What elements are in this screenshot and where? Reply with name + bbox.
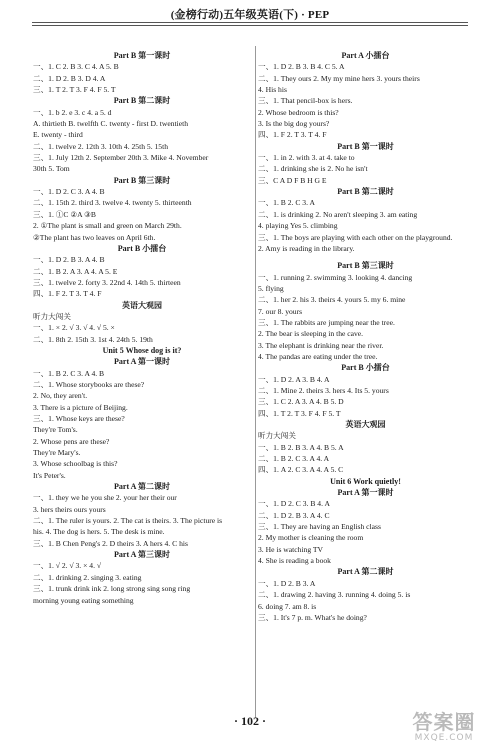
answer-line: 2. Whose pens are these? [33, 436, 110, 446]
answer-line: 二、1. B 2. C 3. A 4. A [258, 454, 330, 464]
answer-line: 三、1. That pencil-box is hers. [258, 96, 353, 106]
answer-line: 二、1. Whose storybooks are these? [33, 379, 145, 389]
section-heading: Unit 6 Work quietly! [330, 476, 401, 486]
answer-line: 一、1. D 2. C 3. B 4. A [258, 499, 330, 509]
answer-line: 5. flying [258, 283, 284, 293]
answer-line: 一、1. B 2. B 3. A 4. B 5. A [258, 442, 344, 452]
answer-line: 三、1. C 2. A 3. A 4. B 5. D [258, 397, 344, 407]
answer-line: 3. hers theirs ours yours [33, 504, 106, 514]
answer-line: 4. The pandas are eating under the tree. [258, 351, 378, 361]
answer-line: 一、1. they we he you she 2. your her their our [33, 493, 177, 503]
answer-line: 四、1. F 2. T 3. T 4. F [258, 130, 327, 140]
answer-line: 2. Whose bedroom is this? [258, 107, 339, 117]
answer-line: 一、1. × 2. √ 3. √ 4. √ 5. × [33, 323, 115, 333]
answer-line: 三、1. trunk drink ink 2. long strong sing song ring [33, 584, 191, 594]
answer-line: 三、1. They are having an English class [258, 522, 381, 532]
answer-line: 二、1. B 2. A 3. A 4. A 5. E [33, 266, 118, 276]
answer-line: 一、1. √ 2. √ 3. × 4. √ [33, 561, 102, 571]
answer-line: A. thirtieth B. twelfth C. twenty - first D. twentieth [33, 119, 189, 129]
answer-line: 二、1. 8th 2. 15th 3. 1st 4. 24th 5. 19th [33, 334, 153, 344]
section-heading: Part B 小擂台 [341, 363, 390, 373]
answer-line: It's Peter's. [33, 470, 66, 480]
section-heading: Part A 第二课时 [337, 567, 394, 577]
answer-line: 四、1. T 2. T 3. F 4. F 5. T [258, 408, 341, 418]
answer-line: 一、1. D 2. C 3. A 4. B [33, 187, 105, 197]
watermark-url: MXQE.COM [414, 733, 474, 743]
page-header: (金榜行动)五年级英语(下) · PEP [170, 9, 330, 21]
answer-line: 三、1. B Chen Peng's 2. D theirs 3. A hers 4. C his [33, 538, 188, 548]
answer-line: E. twenty - third [33, 130, 83, 140]
answer-column-left [33, 50, 251, 606]
answer-line: 2. No, they aren't. [33, 391, 88, 401]
answer-line: 2. ①The plant is small and green on March 29th. [33, 221, 182, 231]
section-heading: Part B 第二课时 [113, 96, 171, 106]
section-heading: Part B 第一课时 [113, 51, 171, 60]
answer-line: 一、1. D 2. B 3. A [258, 578, 316, 588]
section-heading: Part A 第三课时 [114, 550, 170, 560]
answer-line: 三、1. July 12th 2. September 20th 3. Mike 4. November [33, 153, 209, 163]
answer-line: 3. Is the big dog yours? [258, 119, 330, 129]
answer-line: 三、1. T 2. T 3. F 4. F 5. T [33, 85, 116, 95]
answer-line: 3. Whose schoolbag is this? [33, 459, 118, 469]
answer-line: 3. There is a picture of Beijing. [33, 402, 128, 412]
section-heading: 英语大观园 [122, 300, 162, 310]
section-heading: Part B 第二课时 [337, 187, 394, 197]
answer-line: 二、1. D 2. B 3. A 4. C [258, 510, 330, 520]
answer-line: 一、1. running 2. swimming 3. looking 4. dancing [258, 272, 413, 282]
answer-column-right [258, 50, 473, 623]
answer-line: 三、1. It's 7 p. m. What's he doing? [258, 612, 367, 622]
answer-line: 一、1. b 2. e 3. c 4. a 5. d [33, 107, 112, 117]
section-heading: Part A 第二课时 [114, 482, 170, 492]
answer-line: 二、1. drinking 2. singing 3. eating [33, 572, 142, 582]
answer-line: his. 4. The dog is hers. 5. The desk is mine. [33, 527, 165, 537]
answer-line: 一、1. B 2. C 3. A [258, 198, 315, 208]
answer-line: 三、1. ①C ②A ③B [33, 209, 96, 219]
answer-line: 二、1. drinking she is 2. No he isn't [258, 164, 368, 174]
answer-line: 2. My mother is cleaning the room [258, 533, 364, 543]
header-rule-top [32, 22, 468, 23]
answer-line: 三、1. Whose keys are these? [33, 414, 125, 423]
watermark-logo: 答案圈 [412, 710, 476, 734]
answer-line: 二、1. The ruler is yours. 2. The cat is theirs. 3. The picture is [33, 516, 223, 526]
answer-line: 3. He is watching TV [258, 544, 324, 554]
answer-line: 2. Amy is reading in the library. [258, 243, 355, 253]
answer-line: 4. His his [258, 85, 287, 95]
answer-line: 三、1. The rabbits are jumping near the tree. [258, 317, 395, 327]
section-heading: Part A 小擂台 [341, 51, 390, 60]
answer-line: 二、1. 15th 2. third 3. twelve 4. twenty 5. thirteenth [33, 198, 192, 208]
answer-line: 3. The elephant is drinking near the river. [258, 340, 384, 350]
answer-line: 二、1. her 2. his 3. theirs 4. yours 5. my 6. mine [258, 295, 406, 305]
answer-line: 一、1. D 2. A 3. B 4. A [258, 374, 330, 384]
answer-line: 二、1. is drinking 2. No aren't sleeping 3. am eating [258, 209, 418, 219]
section-heading: Part A 第一课时 [337, 488, 394, 498]
answer-line: 四、1. F 2. T 3. T 4. F [33, 289, 102, 299]
answer-line: They're Tom's. [33, 425, 78, 435]
answer-line: 一、1. C 2. B 3. C 4. A 5. B [33, 62, 119, 72]
watermark [394, 705, 494, 749]
section-heading: 英语大观园 [345, 420, 386, 429]
section-heading: Part B 第三课时 [113, 175, 171, 185]
answer-line: 一、1. B 2. C 3. A 4. B [33, 368, 105, 378]
answer-line: 一、1. D 2. B 3. A 4. B [33, 255, 105, 265]
answer-line: 二、1. Mine 2. theirs 3. hers 4. Its 5. yours [258, 385, 389, 395]
answer-line: 二、1. drawing 2. having 3. running 4. doing 5. is [258, 590, 411, 600]
answer-line: 听力大闯关 [258, 431, 296, 441]
page-number: · 102 · [233, 714, 266, 728]
column-divider [255, 46, 256, 718]
answer-line: 6. doing 7. am 8. is [258, 601, 317, 611]
answer-line: 30th 5. Tom [33, 164, 70, 174]
section-heading: Unit 5 Whose dog is it? [102, 345, 182, 355]
answer-line: 一、1. in 2. with 3. at 4. take to [258, 153, 355, 163]
answer-line: 三、1. twelve 2. forty 3. 22nd 4. 14th 5. thirteen [33, 277, 181, 287]
answer-line: ②The plant has two leaves on April 6th. [33, 232, 156, 242]
answer-line: 四、1. A 2. C 3. A 4. A 5. C [258, 465, 344, 475]
section-heading: Part B 第一课时 [337, 141, 394, 151]
answer-line: 三、C A D F B H G E [258, 175, 327, 185]
answer-line: 7. our 8. yours [258, 306, 303, 316]
header-rule-bottom [32, 25, 468, 26]
answer-line: 2. The bear is sleeping in the cave. [258, 329, 364, 339]
answer-line: morning young eating something [33, 595, 134, 605]
answer-line: 4. playing Yes 5. climbing [258, 221, 338, 231]
answer-line: 二、1. twelve 2. 12th 3. 10th 4. 25th 5. 15th [33, 141, 168, 151]
answer-line: 听力大闯关 [33, 311, 71, 321]
section-heading: Part A 第一课时 [114, 357, 170, 367]
answer-line: 二、1. They ours 2. My my mine hers 3. yours theirs [258, 73, 420, 83]
section-heading: Part B 第三课时 [337, 261, 394, 271]
section-heading: Part B 小擂台 [117, 243, 167, 253]
answer-line: 三、1. The boys are playing with each other on the playground. [258, 232, 453, 242]
answer-line: 二、1. D 2. B 3. D 4. A [33, 73, 106, 83]
answer-line: 一、1. D 2. B 3. B 4. C 5. A [258, 62, 345, 72]
answer-line: 4. She is reading a book [258, 556, 331, 566]
answer-line: They're Mary's. [33, 448, 81, 458]
